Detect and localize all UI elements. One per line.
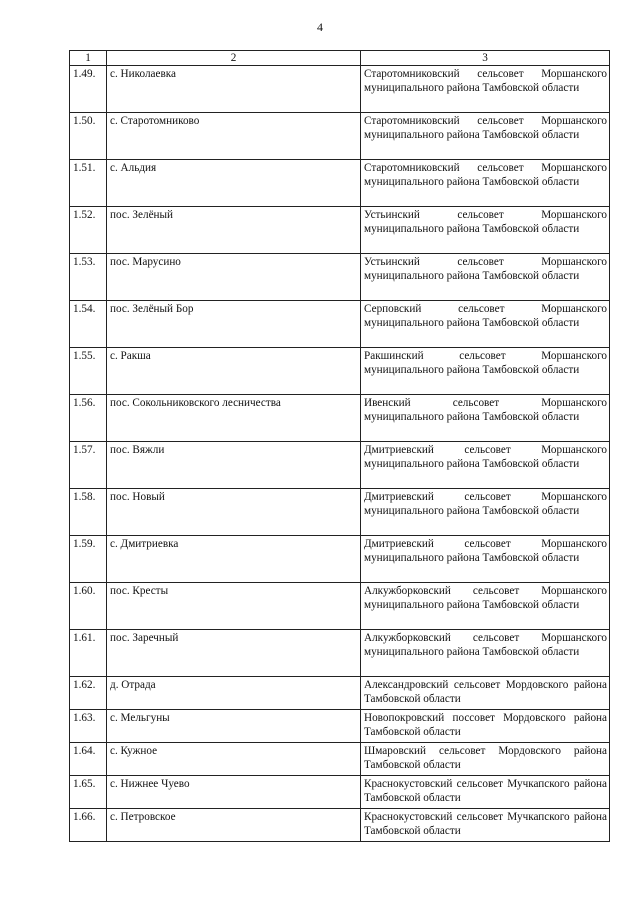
table-row: [70, 207, 610, 254]
municipality: Устьинский сельсовет Моршанского муниципального района Тамбовской области: [361, 207, 610, 254]
settlement-name: с. Нижнее Чуево: [107, 776, 361, 809]
municipality: Александровский сельсовет Мордовского района Тамбовской области: [361, 677, 610, 710]
table-row: [70, 489, 610, 536]
row-number: 1.50.: [70, 113, 107, 160]
municipality: Ивенский сельсовет Моршанского муниципального района Тамбовской области: [361, 395, 610, 442]
municipality: Серповский сельсовет Моршанского муниципального района Тамбовской области: [361, 301, 610, 348]
row-number: 1.55.: [70, 348, 107, 395]
settlement-name: пос. Новый: [107, 489, 361, 536]
row-number: 1.59.: [70, 536, 107, 583]
row-number: 1.52.: [70, 207, 107, 254]
header-cell-3: 3: [361, 51, 610, 66]
settlement-name: с. Дмитриевка: [107, 536, 361, 583]
row-number: 1.49.: [70, 66, 107, 113]
row-number: 1.63.: [70, 710, 107, 743]
settlement-name: пос. Кресты: [107, 583, 361, 630]
row-number: 1.58.: [70, 489, 107, 536]
municipality: Шмаровский сельсовет Мордовского района Тамбовской области: [361, 743, 610, 776]
municipality: Старотомниковский сельсовет Моршанского муниципального района Тамбовской области: [361, 160, 610, 207]
municipality: Дмитриевский сельсовет Моршанского муниципального района Тамбовской области: [361, 489, 610, 536]
table-row: [70, 776, 610, 809]
header-cell-2: 2: [107, 51, 361, 66]
settlement-name: пос. Заречный: [107, 630, 361, 677]
table-row: [70, 743, 610, 776]
settlements-table: [69, 50, 610, 842]
row-number: 1.65.: [70, 776, 107, 809]
header-cell-1: 1: [70, 51, 107, 66]
table-row: [70, 536, 610, 583]
settlement-name: пос. Вяжли: [107, 442, 361, 489]
municipality: Старотомниковский сельсовет Моршанского муниципального района Тамбовской области: [361, 66, 610, 113]
row-number: 1.54.: [70, 301, 107, 348]
municipality: Старотомниковский сельсовет Моршанского муниципального района Тамбовской области: [361, 113, 610, 160]
row-number: 1.64.: [70, 743, 107, 776]
table-row: [70, 301, 610, 348]
settlement-name: д. Отрада: [107, 677, 361, 710]
table-row: [70, 442, 610, 489]
table-header-row: [70, 51, 610, 66]
table-row: [70, 254, 610, 301]
row-number: 1.53.: [70, 254, 107, 301]
settlement-name: с. Старотомниково: [107, 113, 361, 160]
settlement-name: пос. Сокольниковского лесничества: [107, 395, 361, 442]
table-row: [70, 809, 610, 842]
settlement-name: с. Мельгуны: [107, 710, 361, 743]
municipality: Устьинский сельсовет Моршанского муниципального района Тамбовской области: [361, 254, 610, 301]
row-number: 1.62.: [70, 677, 107, 710]
table-row: [70, 395, 610, 442]
table-row: [70, 348, 610, 395]
row-number: 1.57.: [70, 442, 107, 489]
page-number: 4: [317, 20, 323, 34]
settlement-name: пос. Зелёный: [107, 207, 361, 254]
settlement-name: пос. Марусино: [107, 254, 361, 301]
table-row: [70, 66, 610, 113]
municipality: Дмитриевский сельсовет Моршанского муниципального района Тамбовской области: [361, 442, 610, 489]
settlement-name: пос. Зелёный Бор: [107, 301, 361, 348]
municipality: Краснокустовский сельсовет Мучкапского района Тамбовской области: [361, 809, 610, 842]
row-number: 1.66.: [70, 809, 107, 842]
settlement-name: с. Николаевка: [107, 66, 361, 113]
municipality: Краснокустовский сельсовет Мучкапского района Тамбовской области: [361, 776, 610, 809]
settlement-name: с. Ракша: [107, 348, 361, 395]
municipality: Дмитриевский сельсовет Моршанского муниципального района Тамбовской области: [361, 536, 610, 583]
row-number: 1.60.: [70, 583, 107, 630]
municipality: Новопокровский поссовет Мордовского района Тамбовской области: [361, 710, 610, 743]
table-row: [70, 710, 610, 743]
settlement-name: с. Альдия: [107, 160, 361, 207]
settlement-name: с. Кужное: [107, 743, 361, 776]
municipality: Ракшинский сельсовет Моршанского муниципального района Тамбовской области: [361, 348, 610, 395]
table-row: [70, 630, 610, 677]
row-number: 1.61.: [70, 630, 107, 677]
row-number: 1.56.: [70, 395, 107, 442]
municipality: Алкужборковский сельсовет Моршанского муниципального района Тамбовской области: [361, 583, 610, 630]
municipality: Алкужборковский сельсовет Моршанского муниципального района Тамбовской области: [361, 630, 610, 677]
table-row: [70, 160, 610, 207]
table-row: [70, 113, 610, 160]
row-number: 1.51.: [70, 160, 107, 207]
table-row: [70, 583, 610, 630]
settlement-name: с. Петровское: [107, 809, 361, 842]
table-row: [70, 677, 610, 710]
